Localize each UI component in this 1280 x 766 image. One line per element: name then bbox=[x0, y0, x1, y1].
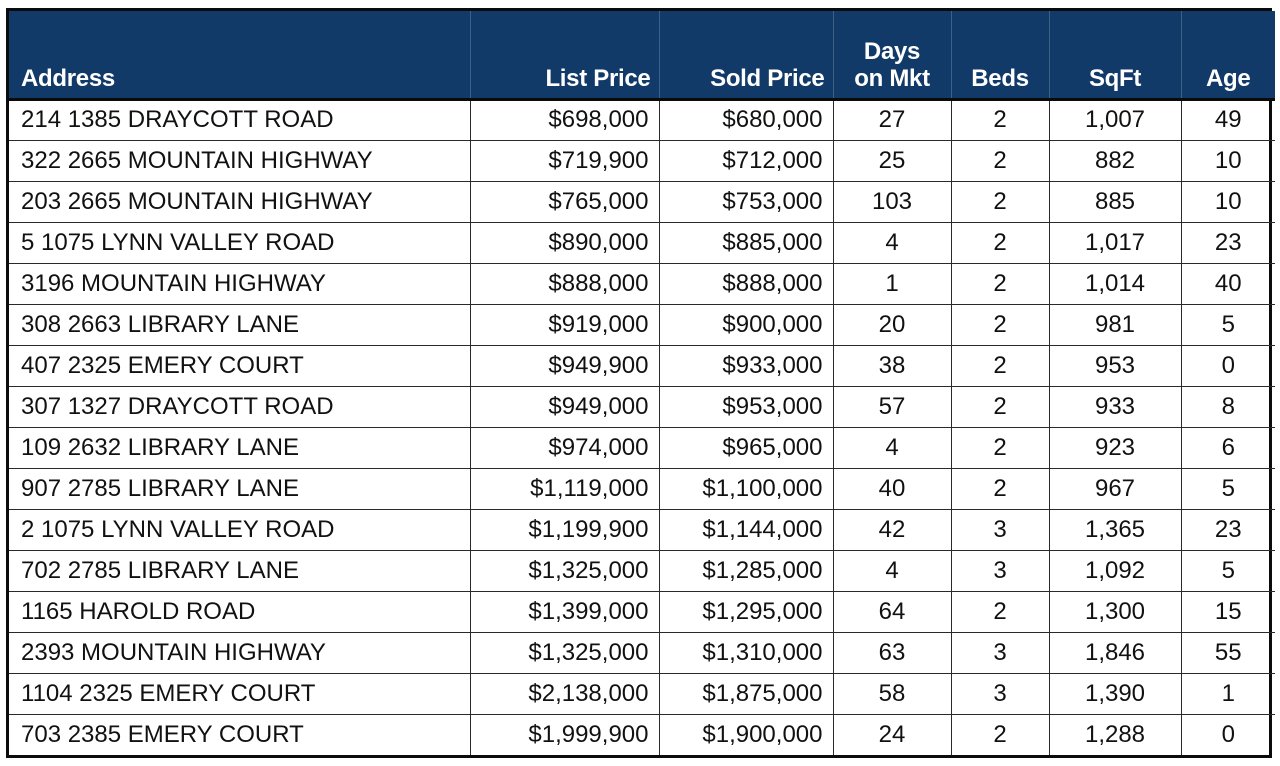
cell-days-on-mkt: 42 bbox=[833, 509, 951, 550]
cell-sold-price: $1,285,000 bbox=[659, 550, 833, 591]
cell-list-price: $698,000 bbox=[470, 99, 659, 140]
cell-address: 703 2385 EMERY COURT bbox=[9, 714, 470, 755]
cell-sold-price: $1,900,000 bbox=[659, 714, 833, 755]
cell-age: 49 bbox=[1181, 99, 1275, 140]
cell-address: 1104 2325 EMERY COURT bbox=[9, 673, 470, 714]
table-body bbox=[9, 99, 1275, 755]
cell-age: 5 bbox=[1181, 304, 1275, 345]
cell-sold-price: $888,000 bbox=[659, 263, 833, 304]
table-row bbox=[9, 714, 1275, 755]
cell-days-on-mkt: 64 bbox=[833, 591, 951, 632]
cell-beds: 2 bbox=[951, 468, 1049, 509]
header-days-line1: Days bbox=[863, 37, 921, 65]
cell-sold-price: $885,000 bbox=[659, 222, 833, 263]
cell-list-price: $2,138,000 bbox=[470, 673, 659, 714]
table-row bbox=[9, 263, 1275, 304]
cell-beds: 2 bbox=[951, 591, 1049, 632]
header-sold-price: Sold Price bbox=[659, 11, 833, 99]
header-beds: Beds bbox=[951, 11, 1049, 99]
cell-days-on-mkt: 4 bbox=[833, 222, 951, 263]
cell-beds: 2 bbox=[951, 714, 1049, 755]
cell-sqft: 1,014 bbox=[1049, 263, 1181, 304]
cell-list-price: $719,900 bbox=[470, 140, 659, 181]
cell-days-on-mkt: 25 bbox=[833, 140, 951, 181]
table-row bbox=[9, 99, 1275, 140]
table-row bbox=[9, 386, 1275, 427]
cell-age: 0 bbox=[1181, 345, 1275, 386]
cell-address: 307 1327 DRAYCOTT ROAD bbox=[9, 386, 470, 427]
cell-sqft: 1,390 bbox=[1049, 673, 1181, 714]
cell-beds: 3 bbox=[951, 509, 1049, 550]
cell-list-price: $890,000 bbox=[470, 222, 659, 263]
cell-sqft: 885 bbox=[1049, 181, 1181, 222]
cell-sold-price: $753,000 bbox=[659, 181, 833, 222]
cell-days-on-mkt: 38 bbox=[833, 345, 951, 386]
cell-address: 2393 MOUNTAIN HIGHWAY bbox=[9, 632, 470, 673]
cell-age: 5 bbox=[1181, 468, 1275, 509]
cell-beds: 2 bbox=[951, 263, 1049, 304]
cell-sold-price: $933,000 bbox=[659, 345, 833, 386]
cell-beds: 2 bbox=[951, 222, 1049, 263]
cell-sold-price: $712,000 bbox=[659, 140, 833, 181]
cell-days-on-mkt: 27 bbox=[833, 99, 951, 140]
cell-age: 1 bbox=[1181, 673, 1275, 714]
table-row bbox=[9, 304, 1275, 345]
cell-sold-price: $1,875,000 bbox=[659, 673, 833, 714]
header-days-on-mkt bbox=[833, 11, 951, 99]
sales-table-container bbox=[6, 8, 1272, 758]
cell-beds: 2 bbox=[951, 181, 1049, 222]
cell-list-price: $1,325,000 bbox=[470, 632, 659, 673]
table-row bbox=[9, 427, 1275, 468]
cell-age: 0 bbox=[1221, 720, 1235, 748]
cell-address: 5 1075 LYNN VALLEY ROAD bbox=[9, 222, 470, 263]
cell-age: 10 bbox=[1181, 140, 1275, 181]
cell-sqft: 1,092 bbox=[1049, 550, 1181, 591]
cell-beds: 3 bbox=[951, 550, 1049, 591]
header-sqft: SqFt bbox=[1049, 11, 1181, 99]
cell-list-price: $1,999,900 bbox=[470, 714, 659, 755]
cell-address: 214 1385 DRAYCOTT ROAD bbox=[9, 99, 470, 140]
header-age: Age bbox=[1181, 11, 1275, 99]
cell-sqft: 1,007 bbox=[1049, 99, 1181, 140]
header-row bbox=[9, 11, 1275, 99]
table-row bbox=[9, 632, 1275, 673]
cell-beds: 2 bbox=[951, 140, 1049, 181]
table-row bbox=[9, 550, 1275, 591]
cell-beds: 3 bbox=[951, 632, 1049, 673]
table-row bbox=[9, 222, 1275, 263]
cell-list-price: $1,119,000 bbox=[470, 468, 659, 509]
cell-list-price: $888,000 bbox=[470, 263, 659, 304]
cell-list-price: $1,199,900 bbox=[470, 509, 659, 550]
cell-address: 308 2663 LIBRARY LANE bbox=[9, 304, 470, 345]
cell-sqft: 953 bbox=[1049, 345, 1181, 386]
header-address: Address bbox=[9, 11, 470, 99]
cell-address: 407 2325 EMERY COURT bbox=[9, 345, 470, 386]
cell-sold-price: $1,100,000 bbox=[659, 468, 833, 509]
cell-sold-price: $953,000 bbox=[659, 386, 833, 427]
cell-list-price: $949,000 bbox=[470, 386, 659, 427]
cell-address: 203 2665 MOUNTAIN HIGHWAY bbox=[9, 181, 470, 222]
cell-sqft: 1,365 bbox=[1049, 509, 1181, 550]
cell-days-on-mkt: 1 bbox=[833, 263, 951, 304]
table-row bbox=[9, 181, 1275, 222]
cell-beds: 2 bbox=[951, 427, 1049, 468]
cell-beds: 2 bbox=[951, 99, 1049, 140]
cell-sqft: 981 bbox=[1049, 304, 1181, 345]
cell-beds: 2 bbox=[951, 345, 1049, 386]
cell-address: 2 1075 LYNN VALLEY ROAD bbox=[9, 509, 470, 550]
sales-table bbox=[9, 11, 1275, 755]
cell-sold-price: $965,000 bbox=[659, 427, 833, 468]
cell-address: 322 2665 MOUNTAIN HIGHWAY bbox=[9, 140, 470, 181]
table-header bbox=[9, 11, 1275, 99]
cell-days-on-mkt: 57 bbox=[833, 386, 951, 427]
cell-sqft: 1,288 bbox=[1049, 714, 1181, 755]
table-row bbox=[9, 345, 1275, 386]
cell-age: 23 bbox=[1181, 509, 1275, 550]
cell-days-on-mkt: 24 bbox=[833, 714, 951, 755]
cell-sqft: 923 bbox=[1049, 427, 1181, 468]
cell-sqft: 1,017 bbox=[1049, 222, 1181, 263]
table-row bbox=[9, 591, 1275, 632]
cell-list-price: $919,000 bbox=[470, 304, 659, 345]
cell-list-price: $765,000 bbox=[470, 181, 659, 222]
cell-sold-price: $900,000 bbox=[659, 304, 833, 345]
cell-address: 907 2785 LIBRARY LANE bbox=[9, 468, 470, 509]
cell-days-on-mkt: 63 bbox=[833, 632, 951, 673]
cell-days-on-mkt: 58 bbox=[833, 673, 951, 714]
cell-sold-price: $1,310,000 bbox=[659, 632, 833, 673]
cell-address: 702 2785 LIBRARY LANE bbox=[9, 550, 470, 591]
cell-beds: 2 bbox=[951, 386, 1049, 427]
cell-sqft: 882 bbox=[1049, 140, 1181, 181]
table-row bbox=[9, 673, 1275, 714]
cell-beds: 3 bbox=[951, 673, 1049, 714]
cell-age: 55 bbox=[1181, 632, 1275, 673]
cell-days-on-mkt: 40 bbox=[833, 468, 951, 509]
cell-list-price: $1,399,000 bbox=[470, 591, 659, 632]
cell-age: 15 bbox=[1181, 591, 1275, 632]
cell-age: 6 bbox=[1181, 427, 1275, 468]
table-row bbox=[9, 140, 1275, 181]
cell-sold-price: $1,295,000 bbox=[659, 591, 833, 632]
cell-sqft: 1,300 bbox=[1049, 591, 1181, 632]
cell-address: 3196 MOUNTAIN HIGHWAY bbox=[9, 263, 470, 304]
cell-address: 1165 HAROLD ROAD bbox=[9, 591, 470, 632]
table-row bbox=[9, 468, 1275, 509]
cell-age: 5 bbox=[1181, 550, 1275, 591]
cell-age: 10 bbox=[1181, 181, 1275, 222]
cell-days-on-mkt: 103 bbox=[833, 181, 951, 222]
header-days-line2: on Mkt bbox=[854, 64, 930, 92]
cell-list-price: $1,325,000 bbox=[470, 550, 659, 591]
cell-list-price: $974,000 bbox=[470, 427, 659, 468]
cell-sold-price: $680,000 bbox=[659, 99, 833, 140]
cell-days-on-mkt: 4 bbox=[833, 550, 951, 591]
cell-beds: 2 bbox=[951, 304, 1049, 345]
cell-days-on-mkt: 20 bbox=[833, 304, 951, 345]
cell-list-price: $949,900 bbox=[470, 345, 659, 386]
cell-sqft: 933 bbox=[1049, 386, 1181, 427]
cell-age: 8 bbox=[1181, 386, 1275, 427]
cell-address: 109 2632 LIBRARY LANE bbox=[9, 427, 470, 468]
cell-age: 40 bbox=[1181, 263, 1275, 304]
cell-age: 23 bbox=[1181, 222, 1275, 263]
table-row bbox=[9, 509, 1275, 550]
cell-days-on-mkt: 4 bbox=[833, 427, 951, 468]
cell-sqft: 1,846 bbox=[1049, 632, 1181, 673]
cell-sold-price: $1,144,000 bbox=[659, 509, 833, 550]
cell-sqft: 967 bbox=[1049, 468, 1181, 509]
header-list-price: List Price bbox=[470, 11, 659, 99]
